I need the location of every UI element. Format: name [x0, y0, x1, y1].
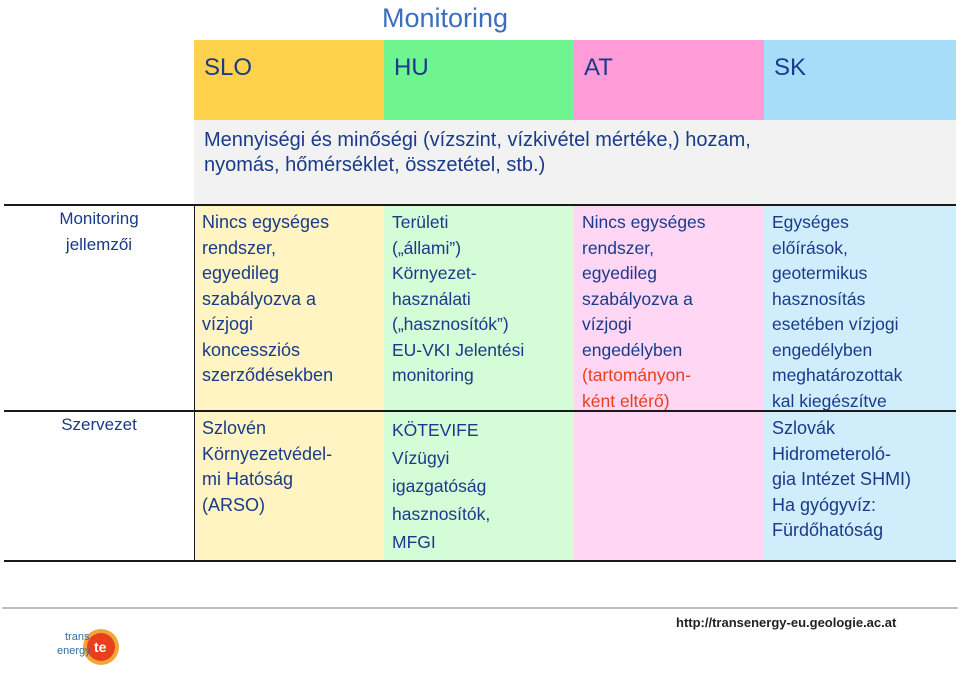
merged-row-label: [4, 120, 194, 204]
merged-parameter-row: [194, 120, 956, 204]
cell-hu-monitoring: [384, 206, 574, 410]
monitoring-table: [4, 40, 956, 562]
footer-rule: [2, 607, 958, 609]
cell-line: koncessziós: [202, 339, 301, 360]
cell-line: szabályozva a: [202, 288, 317, 309]
cell-line: szabályozva a: [582, 288, 693, 309]
column-header-hu: HU: [384, 40, 574, 120]
cell-line: igazgatóság: [392, 476, 487, 496]
column-divider: [194, 205, 195, 560]
cell-line: Területi: [392, 212, 449, 232]
merged-line: Mennyiségi és minőségi (vízszint, vízkivétel mértéke,) hozam,: [204, 129, 751, 151]
row-label-monitoring: [4, 206, 194, 410]
column-header-slo: SLO: [194, 40, 384, 120]
cell-line: Szlovák: [772, 418, 836, 438]
logo-energy-text: energy: [57, 645, 91, 657]
cell-line: Vízügyi: [392, 448, 450, 468]
cell-line: monitoring: [392, 365, 474, 385]
cell-at-monitoring: [574, 206, 764, 410]
cell-line: Nincs egységes: [202, 212, 330, 232]
cell-line: geotermikus: [772, 263, 868, 283]
row-label-line: Szervezet: [61, 415, 137, 434]
transenergy-logo: [55, 620, 125, 670]
cell-line: szerződésekben: [202, 365, 334, 385]
cell-slo-organisation: [194, 412, 384, 560]
cell-sk-monitoring: [764, 206, 956, 410]
cell-line: hasznosítók,: [392, 504, 491, 524]
cell-line: használati: [392, 288, 471, 309]
cell-line: MFGI: [392, 532, 436, 552]
footer-url-link[interactable]: http://transenergy-eu.geologie.ac.at: [676, 615, 897, 630]
cell-sk-organisation: [764, 412, 956, 560]
cell-line: rendszer,: [582, 237, 654, 258]
row-label-line: Monitoring: [59, 209, 139, 228]
cell-line: vízjogi: [582, 314, 632, 334]
cell-line: egyedileg: [202, 263, 280, 283]
cell-line: esetében vízjogi: [772, 314, 899, 334]
cell-line: meghatározottak: [772, 365, 903, 385]
cell-line: Ha gyógyvíz:: [772, 494, 877, 515]
cell-line: egyedileg: [582, 263, 657, 283]
column-header-sk: SK: [764, 40, 956, 120]
cell-line: előírások,: [772, 237, 848, 258]
cell-line: (ARSO): [202, 494, 265, 515]
cell-line: EU-VKI Jelentési: [392, 339, 525, 360]
cell-line: mi Hatóság: [202, 469, 294, 489]
row-label-line: jellemzői: [65, 235, 133, 254]
merged-line: nyomás, hőmérséklet, összetétel, stb.): [204, 154, 546, 176]
cell-slo-monitoring: [194, 206, 384, 410]
cell-line: Környezetvédel-: [202, 443, 333, 464]
column-header-at: AT: [574, 40, 764, 120]
cell-line: Egységes: [772, 212, 849, 232]
cell-line: Környezet-: [392, 263, 477, 283]
cell-line: Szlovén: [202, 418, 267, 438]
row-label-organisation: [4, 412, 194, 560]
logo-te-text: te: [94, 639, 107, 655]
cell-line: vízjogi: [202, 314, 254, 334]
cell-line: („állami”): [392, 237, 462, 258]
logo-trans-text: trans: [65, 631, 90, 643]
cell-line: engedélyben: [582, 339, 683, 360]
table-corner: [4, 40, 194, 120]
cell-line: („hasznosítók”): [392, 314, 509, 334]
cell-line: Nincs egységes: [582, 212, 706, 232]
cell-line: KÖTEVIFE: [392, 420, 479, 440]
cell-line: kal kiegészítve: [772, 390, 887, 410]
cell-at-organisation: [574, 412, 764, 560]
cell-line: Fürdőhatóság: [772, 520, 884, 540]
cell-line: hasznosítás: [772, 288, 866, 309]
cell-line: engedélyben: [772, 339, 873, 360]
cell-line-highlight: (tartományon-: [582, 365, 691, 385]
page-title: Monitoring: [381, 3, 509, 33]
cell-line-highlight: ként eltérő): [582, 390, 670, 410]
cell-line: rendszer,: [202, 237, 277, 258]
cell-hu-organisation: [384, 412, 574, 560]
cell-line: Hidrometeroló-: [772, 443, 892, 464]
cell-line: gia Intézet SHMI): [772, 469, 912, 489]
